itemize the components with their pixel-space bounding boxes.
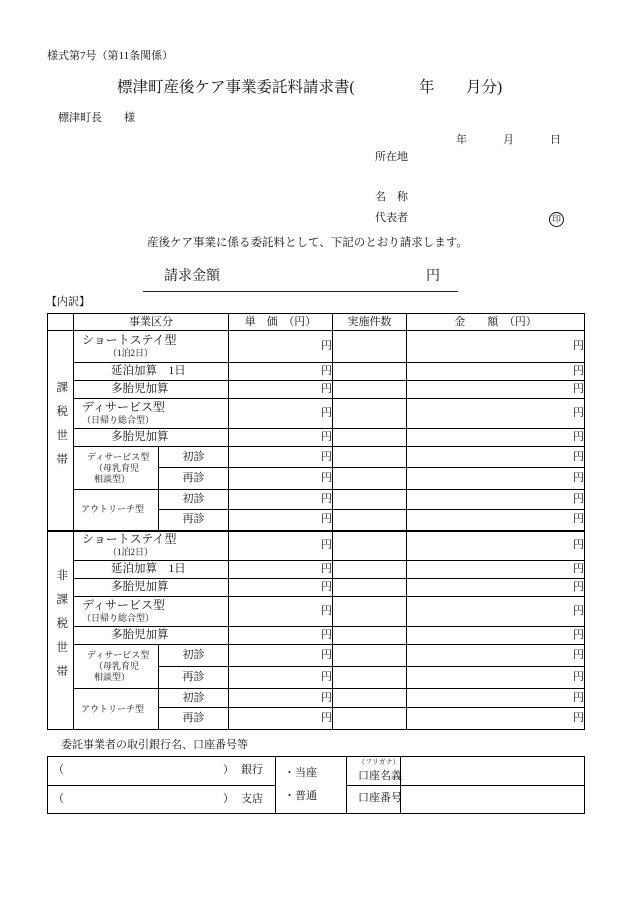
amount-yen: 円 (573, 712, 584, 724)
bank-open-paren: （ (53, 764, 64, 776)
unit-price-cell (229, 667, 333, 689)
unit-price-cell (229, 597, 333, 627)
amount-cell (407, 363, 585, 381)
request-statement: 産後ケア事業に係る委託料として、下記のとおり請求します。 (147, 237, 468, 249)
amount-cell (407, 531, 585, 561)
unit-price-yen: 円 (321, 431, 332, 443)
address-label: 所在地 (375, 151, 408, 163)
service-item-cell (74, 381, 229, 399)
amount-yen: 円 (573, 365, 584, 377)
table-row (48, 429, 585, 447)
visit-repeat-cell: 再診 (159, 708, 229, 730)
count-cell (333, 597, 407, 627)
account-type-ordinary: ・普通 (284, 790, 317, 802)
bank-caption: 委託事業者の取引銀行名、口座番号等 (61, 739, 248, 751)
unit-price-cell (229, 708, 333, 730)
service-item-label: ディサービス型 (82, 598, 166, 612)
amount-cell (407, 561, 585, 579)
amount-yen: 円 (573, 581, 584, 593)
amount-cell (407, 468, 585, 490)
unit-price-yen: 円 (321, 365, 332, 377)
unit-price-yen: 円 (321, 712, 332, 724)
count-cell (333, 579, 407, 597)
amount-cell (407, 597, 585, 627)
service-item-cell (74, 597, 229, 627)
bank-close-paren: ） (223, 764, 234, 776)
service-item-cell (74, 399, 229, 429)
visit-repeat-cell: 再診 (159, 468, 229, 490)
bank-suffix: 銀行 (241, 764, 263, 776)
claim-amount-unit: 円 (426, 269, 440, 284)
amount-yen: 円 (573, 691, 584, 704)
amount-yen: 円 (573, 649, 584, 661)
breakdown-label: 【内訳】 (46, 296, 90, 308)
claim-amount-underline (143, 291, 458, 292)
addressee: 標津町長 様 (58, 112, 135, 124)
unit-price-cell (229, 645, 333, 667)
service-item-sublabel: （日帰り総合型） (82, 415, 155, 425)
amount-cell (407, 381, 585, 399)
unit-price-yen: 円 (321, 691, 332, 704)
amount-yen: 円 (573, 629, 584, 641)
count-cell (333, 429, 407, 447)
table-row (48, 447, 585, 468)
unit-price-yen: 円 (321, 649, 332, 661)
service-item-sublabel: （日帰り総合型） (82, 613, 155, 623)
service-item-label: 延泊加算 1日 (111, 365, 186, 377)
header-category: 事業区分 (74, 314, 229, 331)
bank-row (48, 757, 585, 786)
service-group-label-line: アウトリーチ型 (81, 703, 145, 714)
table-row (48, 561, 585, 579)
section-label-cell (48, 331, 74, 531)
branch-close-paren: ） (223, 793, 234, 805)
branch-suffix: 支店 (241, 793, 263, 805)
unit-price-yen: 円 (321, 383, 332, 395)
unit-price-cell (229, 468, 333, 490)
unit-price-cell (229, 447, 333, 468)
service-item-label: ショートステイ型 (82, 333, 177, 347)
section-label-cell (48, 531, 74, 730)
amount-yen: 円 (573, 513, 584, 526)
date-day: 日 (550, 134, 561, 146)
count-cell (333, 399, 407, 429)
breakdown-table-body (48, 331, 585, 730)
amount-cell (407, 399, 585, 429)
service-item-sublabel: （1泊2日） (108, 348, 154, 358)
account-type-current: ・当座 (284, 767, 317, 779)
amount-cell (407, 579, 585, 597)
unit-price-yen: 円 (321, 450, 332, 463)
table-row (48, 597, 585, 627)
unit-price-cell (229, 331, 333, 363)
account-type-cell (276, 757, 347, 814)
amount-yen: 円 (573, 493, 584, 505)
unit-price-yen: 円 (321, 563, 332, 575)
table-row (48, 490, 585, 510)
service-group-cell (74, 689, 159, 730)
amount-cell (407, 331, 585, 363)
form-number: 様式第7号（第11条関係） (47, 50, 174, 62)
breakdown-table (47, 313, 585, 730)
service-group-label-line: 相談型） (94, 672, 131, 682)
header-blank (48, 314, 74, 331)
service-item-cell (74, 363, 229, 381)
visit-repeat-cell: 再診 (159, 667, 229, 689)
service-group-label-line: 相談型） (94, 473, 131, 484)
amount-cell (407, 627, 585, 645)
section-label-taxable: 課税世帯 (55, 380, 68, 477)
count-cell (333, 363, 407, 381)
unit-price-cell (229, 510, 333, 531)
count-cell (333, 381, 407, 399)
service-group-label-line: （母乳育児 (94, 462, 140, 473)
unit-price-cell (229, 579, 333, 597)
header-amount: 金 額 （円） (407, 314, 585, 331)
unit-price-cell (229, 689, 333, 708)
table-row (48, 363, 585, 381)
furigana-label: （フリガナ） (358, 758, 400, 766)
unit-price-yen: 円 (321, 407, 332, 419)
amount-cell (407, 689, 585, 708)
amount-yen: 円 (573, 472, 584, 484)
date-month: 月 (503, 134, 514, 146)
unit-price-yen: 円 (321, 472, 332, 484)
service-item-label: 延泊加算 1日 (111, 563, 186, 575)
service-group-label-line: アウトリーチ型 (81, 504, 145, 515)
unit-price-yen: 円 (321, 493, 332, 505)
amount-yen: 円 (573, 605, 584, 617)
amount-yen: 円 (573, 450, 584, 463)
unit-price-cell (229, 490, 333, 510)
unit-price-cell (229, 429, 333, 447)
count-cell (333, 645, 407, 667)
amount-cell (407, 447, 585, 468)
unit-price-cell (229, 531, 333, 561)
date-year: 年 (456, 134, 467, 146)
account-name-label: 口座名義 (358, 770, 402, 782)
service-item-label: 多胎児加算 (111, 629, 169, 641)
service-group-label-line: （母乳育児 (94, 661, 140, 671)
service-item-cell (74, 531, 229, 561)
amount-yen: 円 (573, 407, 584, 419)
amount-cell (407, 510, 585, 531)
count-cell (333, 468, 407, 490)
unit-price-yen: 円 (321, 513, 332, 526)
section-label-non-taxable: 非課税世帯 (55, 568, 68, 689)
service-item-label: ショートステイ型 (82, 532, 177, 547)
unit-price-cell (229, 399, 333, 429)
count-cell (333, 667, 407, 689)
branch-open-paren: （ (53, 793, 64, 805)
amount-cell (407, 490, 585, 510)
amount-cell (407, 645, 585, 667)
unit-price-cell (229, 627, 333, 645)
visit-first-cell: 初診 (159, 447, 229, 468)
table-row (48, 381, 585, 399)
amount-yen: 円 (573, 671, 584, 683)
unit-price-yen: 円 (321, 539, 332, 552)
table-header-row (48, 314, 585, 331)
count-cell (333, 708, 407, 730)
header-unit-price: 単 価 （円） (229, 314, 333, 331)
document-title: 標津町産後ケア事業委託料請求書( (117, 79, 355, 96)
account-number-label-cell (347, 786, 401, 814)
service-item-cell (74, 331, 229, 363)
service-group-cell (74, 645, 159, 689)
service-group-label-line: ディサービス型 (87, 451, 150, 462)
count-cell (333, 510, 407, 531)
amount-cell (407, 708, 585, 730)
amount-yen: 円 (573, 431, 584, 443)
bank-name-cell (48, 757, 276, 786)
amount-yen: 円 (573, 563, 584, 575)
visit-first-cell: 初診 (159, 689, 229, 708)
unit-price-cell (229, 561, 333, 579)
unit-price-yen: 円 (321, 581, 332, 593)
representative-label: 代表者 (375, 212, 408, 224)
count-cell (333, 447, 407, 468)
unit-price-cell (229, 381, 333, 399)
service-item-label: 多胎児加算 (111, 581, 169, 593)
count-cell (333, 689, 407, 708)
service-item-sublabel: （1泊2日） (108, 547, 154, 558)
table-row (48, 689, 585, 708)
amount-cell (407, 429, 585, 447)
service-item-label: ディサービス型 (82, 400, 166, 414)
count-cell (333, 531, 407, 561)
count-cell (333, 627, 407, 645)
visit-repeat-cell: 再診 (159, 510, 229, 531)
service-group-label-line: ディサービス型 (87, 650, 150, 660)
amount-yen: 円 (573, 383, 584, 395)
count-cell (333, 490, 407, 510)
amount-yen: 円 (573, 340, 584, 352)
table-row (48, 645, 585, 667)
visit-first-cell: 初診 (159, 490, 229, 510)
unit-price-yen: 円 (321, 340, 332, 352)
seal-mark: 印 (549, 212, 564, 227)
service-group-cell (74, 490, 159, 531)
claim-amount-label: 請求金額 (164, 269, 220, 284)
unit-price-yen: 円 (321, 629, 332, 641)
account-name-label-cell (347, 757, 401, 786)
account-number-value-cell (401, 786, 585, 814)
table-row (48, 627, 585, 645)
service-item-cell (74, 429, 229, 447)
count-cell (333, 331, 407, 363)
visit-first-cell: 初診 (159, 645, 229, 667)
unit-price-cell (229, 363, 333, 381)
header-count: 実施件数 (333, 314, 407, 331)
amount-yen: 円 (573, 539, 584, 552)
service-item-cell (74, 579, 229, 597)
service-item-cell (74, 627, 229, 645)
account-name-value-cell (401, 757, 585, 786)
table-row (48, 579, 585, 597)
count-cell (333, 561, 407, 579)
title-month: 月分) (466, 79, 503, 96)
unit-price-yen: 円 (321, 671, 332, 683)
service-item-cell (74, 561, 229, 579)
amount-cell (407, 667, 585, 689)
branch-name-cell (48, 786, 276, 814)
unit-price-yen: 円 (321, 605, 332, 617)
service-group-cell (74, 447, 159, 490)
bank-account-table (47, 756, 585, 814)
account-number-label: 口座番号 (358, 792, 402, 804)
table-row (48, 331, 585, 363)
service-item-label: 多胎児加算 (111, 431, 169, 443)
service-item-label: 多胎児加算 (111, 383, 169, 395)
title-year: 年 (419, 79, 435, 96)
table-row (48, 531, 585, 561)
name-label: 名 称 (375, 191, 408, 203)
table-row (48, 399, 585, 429)
